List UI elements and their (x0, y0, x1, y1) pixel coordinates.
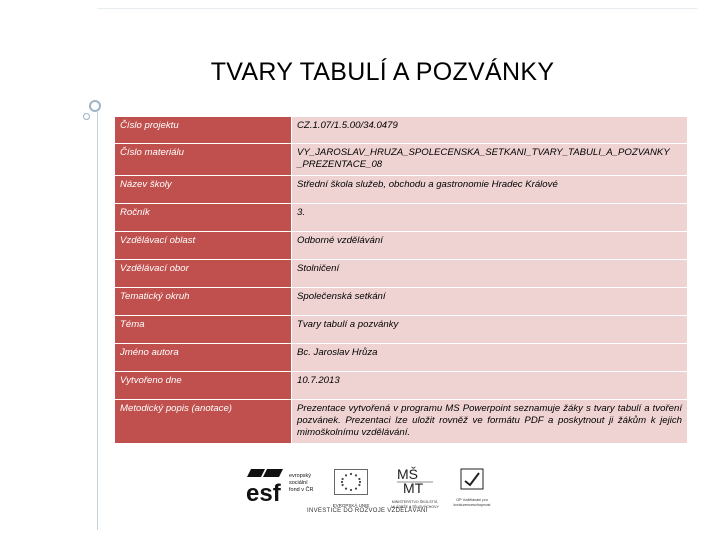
row-value: CZ.1.07/1.5.00/34.0479 (292, 117, 688, 144)
frame-top-line (97, 8, 697, 9)
row-label: Vytvořeno dne (115, 372, 292, 400)
row-label: Vzdělávací oblast (115, 232, 292, 260)
msmt-emblem-icon (395, 465, 435, 495)
row-label: Téma (115, 316, 292, 344)
table-row (115, 232, 688, 260)
frame-left-line (97, 112, 98, 530)
row-value: Prezentace vytvořená v programu MS Powerpoint seznamuje žáky s tvary tabulí a tvoření pozvánek. Prezentaci lze uložit rovněž ve formátu PDF a poskytnout ji žákům k jejich mimoškolnímu vzdělávání. (292, 400, 688, 444)
decorative-circle-large (89, 100, 101, 112)
row-value: Společenská setkání (292, 288, 688, 316)
table-row (115, 144, 688, 176)
row-label: Vzdělávací obor (115, 260, 292, 288)
table-row (115, 288, 688, 316)
slide-title: TVARY TABULÍ A POZVÁNKY (210, 58, 555, 86)
row-value: Střední škola služeb, obchodu a gastronomie Hradec Králové (292, 176, 688, 204)
op-emblem-icon (457, 467, 487, 493)
esf-text-line: sociální (289, 480, 308, 486)
row-label: Jméno autora (115, 344, 292, 372)
esf-emblem-icon (245, 467, 289, 505)
row-value: Bc. Jaroslav Hrůza (292, 344, 688, 372)
row-label: Tematický okruh (115, 288, 292, 316)
footer-investment-text: INVESTICE DO ROZVOJE VZDĚLÁVÁNÍ (307, 508, 428, 514)
project-info-table (114, 116, 688, 444)
row-label: Číslo projektu (115, 117, 292, 144)
eu-logo (325, 469, 377, 513)
msmt-logo (385, 465, 445, 509)
row-value: VY_JAROSLAV_HRUZA_SPOLECENSKA_SETKANI_TVARY_TABULI_A_POZVANKY _PREZENTACE_08 (292, 144, 688, 176)
svg-text:MT: MT (403, 480, 424, 495)
op-label: OP Vzdělávání pro konkurenceschopnost (453, 498, 491, 507)
table-row (115, 176, 688, 204)
esf-text-line: evropský (289, 473, 312, 479)
decorative-circle-small (83, 113, 90, 120)
table-row (115, 400, 688, 444)
table-row (115, 260, 688, 288)
row-value: 3. (292, 204, 688, 232)
table-row (115, 117, 688, 144)
eu-flag-icon (334, 469, 368, 495)
row-label: Metodický popis (anotace) (115, 400, 292, 444)
row-value: Tvary tabulí a pozvánky (292, 316, 688, 344)
eu-label: EVROPSKÁ UNIE (332, 503, 370, 508)
msmt-label: MINISTERSTVO ŠKOLSTVÍ, MLÁDEŽE A TĚLOVÝCHOVY (391, 500, 439, 509)
row-label: Název školy (115, 176, 292, 204)
row-label: Číslo materiálu (115, 144, 292, 176)
op-logo (449, 467, 495, 511)
table-row (115, 204, 688, 232)
row-value: Odborné vzdělávání (292, 232, 688, 260)
row-value: Stolničení (292, 260, 688, 288)
svg-text:MŠ: MŠ (397, 466, 418, 482)
table-row (115, 316, 688, 344)
esf-logo (245, 467, 315, 507)
row-label: Ročník (115, 204, 292, 232)
table-row (115, 372, 688, 400)
svg-text:esf: esf (246, 480, 281, 505)
esf-text-line: fond v ČR (289, 487, 314, 493)
table-row (115, 344, 688, 372)
row-value: 10.7.2013 (292, 372, 688, 400)
